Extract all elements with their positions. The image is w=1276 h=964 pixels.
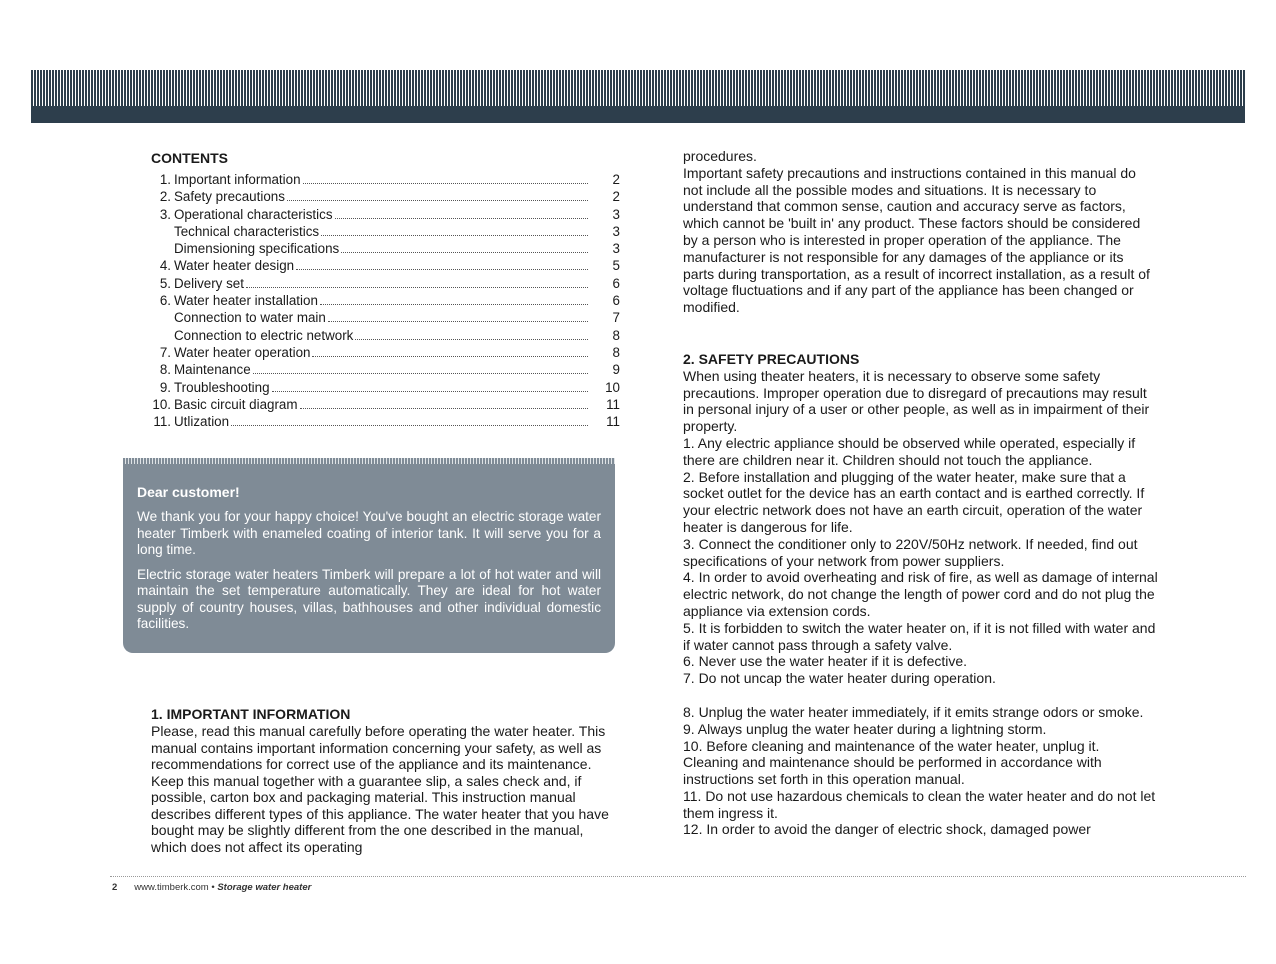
toc-item-page: 7 xyxy=(612,310,620,326)
toc-item-page: 5 xyxy=(612,258,620,274)
important-information-title: 1. IMPORTANT INFORMATION xyxy=(151,706,351,722)
toc-item xyxy=(145,414,620,431)
dear-customer-paragraph-1: We thank you for your happy choice! You've bought an electric storage water heater Timberk with enameled coating of interior tank. It will serve you for a long time. xyxy=(137,509,601,557)
footer-separator: • xyxy=(208,882,218,893)
toc-item-title: Delivery set xyxy=(174,275,244,291)
toc-item xyxy=(145,310,620,327)
dear-box-stripe-pattern xyxy=(123,458,615,464)
toc-item-number: 10. xyxy=(152,396,171,412)
toc-item-page: 3 xyxy=(612,206,620,222)
toc-item-page: 6 xyxy=(612,293,620,309)
toc-item-number: 6. xyxy=(159,293,171,309)
safety-item: 5. It is forbidden to switch the water heater on, if it is not filled with water and if water cannot pass through a safety valve. xyxy=(683,619,1156,653)
toc-item-title: Utlization xyxy=(174,414,230,430)
page-number: 2 xyxy=(112,882,118,893)
toc-item-page: 6 xyxy=(612,275,620,291)
footer-divider xyxy=(110,876,1246,878)
toc-item xyxy=(145,276,620,293)
toc-item xyxy=(145,328,620,345)
toc-item-title: Safety precautions xyxy=(174,189,285,205)
safety-precautions-title: 2. SAFETY PRECAUTIONS xyxy=(683,350,860,367)
toc-item-title: Important information xyxy=(174,172,301,187)
toc-item-page: 2 xyxy=(612,172,620,187)
dear-customer-paragraph-2: Electric storage water heaters Timberk will prepare a lot of hot water and will maintain the set temperature automatically. They are ideal for hot water supply of country houses, villas, bathhouses and other individual domestic facilities. xyxy=(137,566,601,631)
toc-item xyxy=(145,189,620,206)
toc-item xyxy=(145,207,620,224)
precautions-intro-paragraph: Important safety precautions and instructions contained in this manual do not include all the possible modes and situations. It is necessary to understand that common sense, caution and accuracy serve as factors, which cannot be 'built in' any product. These factors should be considered by a person who is interested in proper operation of the appliance. The manufacturer is not responsible for any damages of the appliance or its parts during transportation, as a result of incorrect installation, as a result of voltage fluctuations and if any part of the appliance has been changed or modified. xyxy=(683,164,1150,316)
page-footer xyxy=(112,882,311,893)
toc-item xyxy=(145,172,620,189)
safety-item: 12. In order to avoid the danger of electric shock, damaged power xyxy=(683,821,1091,838)
toc-item-number: 3. xyxy=(159,206,171,222)
toc-item-page: 9 xyxy=(612,362,620,378)
important-information-section xyxy=(151,706,616,855)
toc-item-title: Basic circuit diagram xyxy=(174,396,298,412)
right-column xyxy=(683,148,1158,838)
left-column xyxy=(145,150,620,431)
toc-item-title: Operational characteristics xyxy=(174,206,333,222)
safety-item: 3. Connect the conditioner only to 220V/50Hz network. If needed, find out specifications of your network from power suppliers. xyxy=(683,535,1138,569)
toc-leader-dots xyxy=(321,234,588,236)
toc-item-page: 8 xyxy=(612,327,620,343)
toc-item-title: Troubleshooting xyxy=(174,379,270,395)
dear-customer-title: Dear customer! xyxy=(137,484,240,500)
toc-item-page: 3 xyxy=(612,223,620,239)
safety-list-a xyxy=(683,435,1158,687)
toc-item-number: 7. xyxy=(159,344,171,360)
footer-tagline: Storage water heater xyxy=(217,882,312,893)
toc-leader-dots xyxy=(246,286,588,288)
toc-leader-dots xyxy=(303,182,588,184)
safety-item: 9. Always unplug the water heater during a lightning storm. xyxy=(683,720,1047,737)
toc-item-number: 5. xyxy=(159,275,171,291)
toc-item-number: 1. xyxy=(159,172,171,187)
safety-item: 10. Before cleaning and maintenance of the water heater, unplug it. Cleaning and maintenance should be performed in accordance with instructions set forth in this operation manual. xyxy=(683,737,1102,788)
toc-item xyxy=(145,380,620,397)
toc-item-title: Connection to electric network xyxy=(174,327,354,343)
toc-leader-dots xyxy=(355,338,588,340)
toc-item xyxy=(145,241,620,258)
toc-item-page: 10 xyxy=(605,379,620,395)
toc-leader-dots xyxy=(300,407,588,409)
toc-item xyxy=(145,293,620,310)
safety-item: 8. Unplug the water heater immediately, if it emits strange odors or smoke. xyxy=(683,703,1144,720)
toc-item-number: 11. xyxy=(153,414,171,430)
toc-item-page: 3 xyxy=(612,241,620,257)
safety-item: 1. Any electric appliance should be observed while operated, especially if there are children near it. Children should not touch the appliance. xyxy=(683,434,1136,468)
footer-site: www.timberk.com xyxy=(134,882,209,893)
header-stripe-pattern xyxy=(31,70,1245,106)
safety-item: 11. Do not use hazardous chemicals to clean the water heater and do not let them ingress it. xyxy=(683,787,1156,821)
toc-item-title: Dimensioning specifications xyxy=(174,241,340,257)
toc-item-page: 8 xyxy=(612,344,620,360)
toc-item xyxy=(145,345,620,362)
toc-leader-dots xyxy=(328,320,588,322)
toc-item xyxy=(145,224,620,241)
toc-leader-dots xyxy=(320,303,588,305)
toc-item-title: Water heater design xyxy=(174,258,295,274)
toc-item xyxy=(145,362,620,379)
important-information-body: Please, read this manual carefully before operating the water heater. This manual contains important information concerning your safety, as well as recommendations for correct use of the appliance and its maintenance. Keep this manual together with a guarantee slip, a sales check and, if possible, carton box and packaging material. This instruction manual describes different types of this appliance. The water heater that you have bought may be slightly different from the one described in the manual, which does not affect its operating xyxy=(151,723,609,855)
safety-item: 7. Do not uncap the water heater during operation. xyxy=(683,670,996,687)
toc-leader-dots xyxy=(272,390,588,392)
dear-customer-box xyxy=(123,458,615,653)
safety-item: 4. In order to avoid overheating and risk of fire, as well as damage of internal electric network, do not change the length of power cord and do not plug the appliance via extension cords. xyxy=(683,569,1158,619)
toc-item-number: 8. xyxy=(159,362,171,378)
toc-item xyxy=(145,258,620,275)
toc-item-title: Water heater operation xyxy=(174,344,311,360)
toc-item-title: Maintenance xyxy=(174,362,251,378)
safety-item: 2. Before installation and plugging of the water heater, make sure that a socket outlet for the device has an earth contact and is earthed correctly. If your electric network does not have an earth circuit, operation of the water heater is dangerous for life. xyxy=(683,468,1145,535)
toc-leader-dots xyxy=(341,251,588,253)
toc-item-number: 9. xyxy=(159,379,171,395)
toc-leader-dots xyxy=(296,268,588,270)
toc-item-number: 2. xyxy=(159,189,171,205)
safety-item: 6. Never use the water heater if it is defective. xyxy=(683,653,968,670)
toc-leader-dots xyxy=(253,372,588,374)
toc-item-page: 11 xyxy=(606,414,620,430)
toc-item-number: 4. xyxy=(159,258,171,274)
toc-leader-dots xyxy=(335,217,588,219)
toc-leader-dots xyxy=(287,199,588,201)
toc-item-title: Technical characteristics xyxy=(174,223,320,239)
header-band xyxy=(31,70,1245,123)
safety-intro-paragraph: When using theater heaters, it is necessary to observe some safety precautions. Improper operation due to disregard of precautions may result in personal injury of a user or other people, as well as in impairment of their property. xyxy=(683,367,1150,435)
toc-leader-dots xyxy=(312,355,588,357)
toc-item-title: Water heater installation xyxy=(174,293,318,309)
safety-list-b xyxy=(683,704,1158,838)
toc-item-page: 2 xyxy=(612,189,620,205)
table-of-contents xyxy=(145,172,620,431)
continuation-text: procedures. xyxy=(683,148,757,164)
toc-title: CONTENTS xyxy=(151,150,228,166)
toc-item xyxy=(145,397,620,414)
toc-item-title: Connection to water main xyxy=(174,310,326,326)
toc-item-page: 11 xyxy=(606,396,620,412)
toc-leader-dots xyxy=(231,424,588,426)
